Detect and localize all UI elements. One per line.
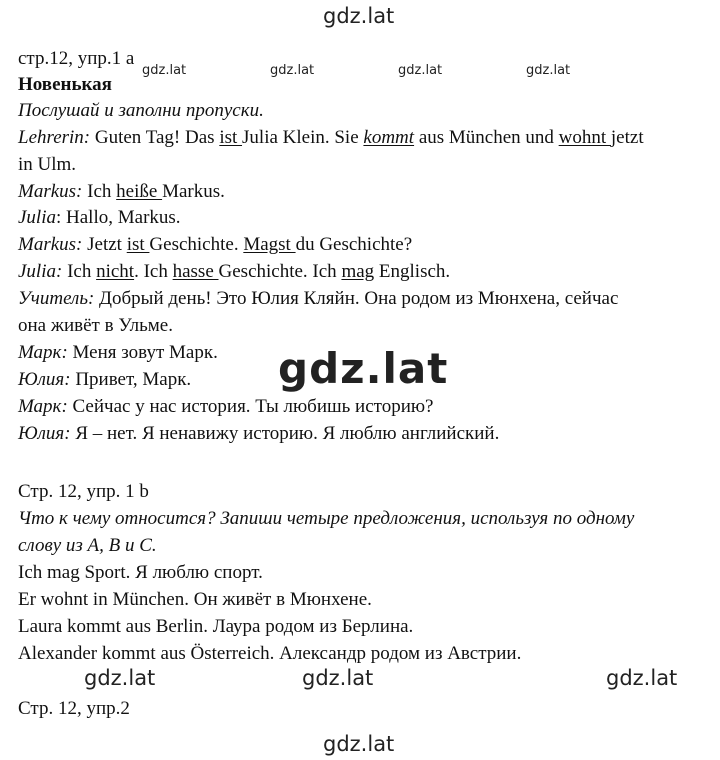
- watermark: gdz.lat: [526, 63, 571, 78]
- gap-answer: heiße: [116, 181, 163, 202]
- speaker: Julia:: [18, 261, 63, 282]
- speaker: Markus:: [18, 181, 83, 202]
- speaker: Markus:: [18, 234, 83, 255]
- translation-line: Юлия: Я – нет. Я ненавижу историю. Я люблю английский.: [18, 423, 500, 444]
- watermark: gdz.lat: [323, 4, 395, 28]
- exercise-ref: Стр. 12, упр. 1 b: [18, 481, 149, 502]
- translation-line: Юлия: Привет, Марк.: [18, 369, 192, 390]
- translation-line: Марк: Меня зовут Марк.: [18, 342, 218, 363]
- dialogue-line: in Ulm.: [18, 154, 77, 175]
- translation-line: Марк: Сейчас у нас история. Ты любишь историю?: [18, 396, 434, 417]
- speaker: Юлия:: [18, 423, 71, 444]
- gap-answer: hasse: [172, 261, 219, 282]
- section-title: Новенькая: [18, 74, 112, 95]
- instruction: слову из A, B и C.: [18, 535, 157, 556]
- instruction: Что к чему относится? Запиши четыре предложения, используя по одному: [18, 508, 635, 529]
- speaker: Юлия:: [18, 369, 71, 390]
- watermark: gdz.lat: [84, 666, 156, 690]
- translation-line: Учитель: Добрый день! Это Юлия Кляйн. Она родом из Мюнхена, сейчас: [18, 288, 619, 309]
- answer-sentence: Er wohnt in München. Он живёт в Мюнхене.: [18, 589, 372, 610]
- answer-sentence: Ich mag Sport. Я люблю спорт.: [18, 562, 263, 583]
- watermark: gdz.lat: [606, 666, 678, 690]
- speaker: Julia: [18, 207, 56, 228]
- speaker: Марк:: [18, 342, 68, 363]
- watermark: gdz.lat: [142, 63, 187, 78]
- translation-line: она живёт в Ульме.: [18, 315, 173, 336]
- watermark: gdz.lat: [323, 732, 395, 756]
- exercise-ref: стр.12, упр.1 a: [18, 48, 135, 69]
- speaker: Lehrerin:: [18, 127, 91, 148]
- speaker: Марк:: [18, 396, 68, 417]
- gap-answer: ist: [126, 234, 150, 255]
- gap-answer: wohnt: [558, 127, 611, 148]
- watermark: gdz.lat: [302, 666, 374, 690]
- watermark: gdz.lat: [278, 344, 449, 393]
- gap-answer: ist: [219, 127, 243, 148]
- dialogue-line: Julia: Hallo, Markus.: [18, 207, 181, 228]
- dialogue-line: Lehrerin: Guten Tag! Das ist Julia Klein. Sie kommt aus München und wohnt jetzt: [18, 127, 644, 148]
- gap-answer: nicht: [96, 261, 135, 282]
- dialogue-line: Julia: Ich nicht. Ich hasse Geschichte. Ich mag Englisch.: [18, 261, 451, 282]
- watermark: gdz.lat: [270, 63, 315, 78]
- gap-answer: kommt: [363, 127, 415, 148]
- watermark: gdz.lat: [398, 63, 443, 78]
- dialogue-line: Markus: Jetzt ist Geschichte. Magst du Geschichte?: [18, 234, 413, 255]
- dialogue-line: Markus: Ich heiße Markus.: [18, 181, 225, 202]
- instruction: Послушай и заполни пропуски.: [18, 100, 264, 121]
- gap-answer: mag: [341, 261, 375, 282]
- exercise-ref: Стр. 12, упр.2: [18, 698, 130, 719]
- speaker: Учитель:: [18, 288, 95, 309]
- gap-answer: Magst: [243, 234, 296, 255]
- answer-sentence: Alexander kommt aus Österreich. Александр родом из Австрии.: [18, 643, 522, 664]
- answer-sentence: Laura kommt aus Berlin. Лаура родом из Берлина.: [18, 616, 414, 637]
